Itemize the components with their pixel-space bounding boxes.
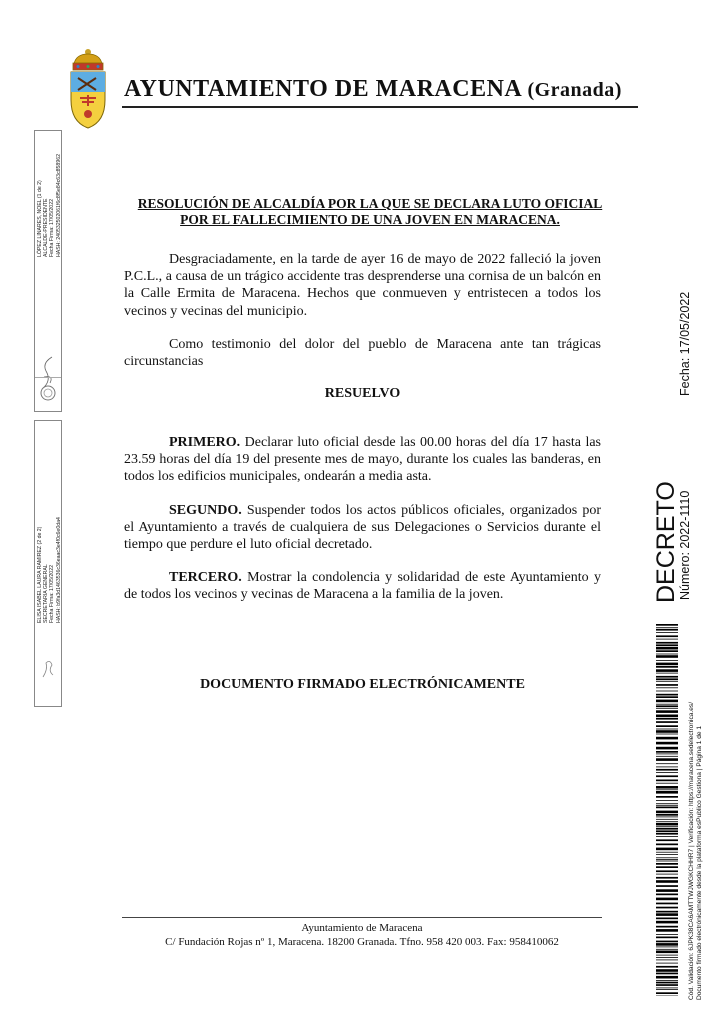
footer-org: Ayuntamiento de Maracena: [301, 922, 423, 934]
title-province: (Granada): [527, 79, 622, 101]
signature-text: [37, 154, 62, 257]
platform-notice: Documento firmado electrónicamente desde la plataforma esPublico Gestiona | Página 1 de 1: [696, 725, 703, 1000]
decree-number: Número: 2022-1110: [678, 490, 692, 600]
seal-icon: [38, 383, 58, 403]
resolution-heading: [100, 196, 640, 228]
clause-first-label: PRIMERO.: [169, 435, 241, 450]
footer-divider: [122, 917, 602, 918]
clause-third-label: TERCERO.: [169, 570, 242, 585]
validation-barcode: [656, 624, 678, 996]
verification-code: Cód. Validación: 6JPK38CA6AMTTWJWGKCHHR7 | Verificación: https://maracena.sedelectronica.es/: [688, 701, 695, 1000]
signature-box-secretary: [34, 420, 62, 707]
verification-block: [688, 702, 704, 1000]
title-underline: [122, 106, 638, 108]
clause-second: [124, 502, 601, 554]
signer-role: SECRETARIA GENERAL: [43, 564, 50, 623]
signature-date: Fecha Firma: 17/05/2022: [49, 199, 56, 257]
signer-name: ELISA ISABEL LAURA RAMIREZ (2 de 2): [37, 526, 43, 623]
town-hall-title: [124, 76, 644, 103]
signed-notice: DOCUMENTO FIRMADO ELECTRÓNICAMENTE: [200, 677, 525, 692]
coat-of-arms-logo: [66, 48, 110, 130]
clause-first-text: Declarar luto oficial desde las 00.00 horas del día 17 hasta las 23.59 horas del día 19 del presente mes de mayo, durante los cuales las banderas, en todos los edificios municipales, ondearán a media asta.: [124, 435, 601, 485]
clause-third-text: Mostrar la condolencia y solidaridad de este Ayuntamiento y de todos los vecinos y vecinas de Maracena a la familia de la joven.: [124, 570, 601, 603]
signer-name: LÓPEZ LINARES, NOEL (1 de 2): [37, 180, 43, 257]
decree-date: Fecha: 17/05/2022: [678, 291, 692, 396]
title-main: AYUNTAMIENTO DE MARACENA: [124, 76, 521, 102]
footer-address: C/ Fundación Rojas nº 1, Maracena. 18200 Granada. Tfno. 958 420 003. Fax: 958410062: [165, 936, 559, 948]
signer-role: ALCALDE-PRESIDENTE: [43, 198, 50, 257]
paragraph-intro: Desgraciadamente, en la tarde de ayer 16 de mayo de 2022 falleció la joven P.C.L., a causa de un trágico accidente tras desprenderse una cornisa de un balcón en la Calle Ermita de Maracena. Hechos que conmueven y entristecen a todos los vecinos y vecinas del municipio.: [124, 252, 601, 319]
decree-label: DECRETO: [652, 481, 680, 603]
signature-hash: HASH: 240532502061f6c8f5e84c63c858962: [55, 154, 62, 257]
signature-box-mayor: [34, 130, 62, 412]
clause-first: [124, 434, 601, 486]
signature-date: Fecha Firma: 17/05/2022: [49, 565, 56, 623]
heading-line-2: POR EL FALLECIMIENTO DE UNA JOVEN EN MARACENA.: [180, 212, 560, 227]
clause-second-text: Suspender todos los actos públicos oficiales, organizados por el Ayuntamiento a través de cualquiera de sus Delegaciones o Servicios durante el tiempo que perdure el luto oficial decretado.: [124, 503, 601, 553]
clause-second-label: SEGUNDO.: [169, 503, 242, 518]
page-footer: [122, 921, 602, 949]
resolve-heading: RESUELVO: [324, 386, 401, 401]
paragraph-testimony: Como testimonio del dolor del pueblo de Maracena ante tan trágicas circunstancias: [124, 337, 601, 370]
signature-hash: HASH: b9fa3d1463536c36eaac3e4f0c6e0da4: [55, 517, 62, 623]
signature-text: [37, 517, 62, 623]
heading-line-1: RESOLUCIÓN DE ALCALDÍA POR LA QUE SE DECLARA LUTO OFICIAL: [137, 196, 603, 211]
handwritten-signature: [38, 651, 58, 681]
clause-third: [124, 569, 601, 603]
